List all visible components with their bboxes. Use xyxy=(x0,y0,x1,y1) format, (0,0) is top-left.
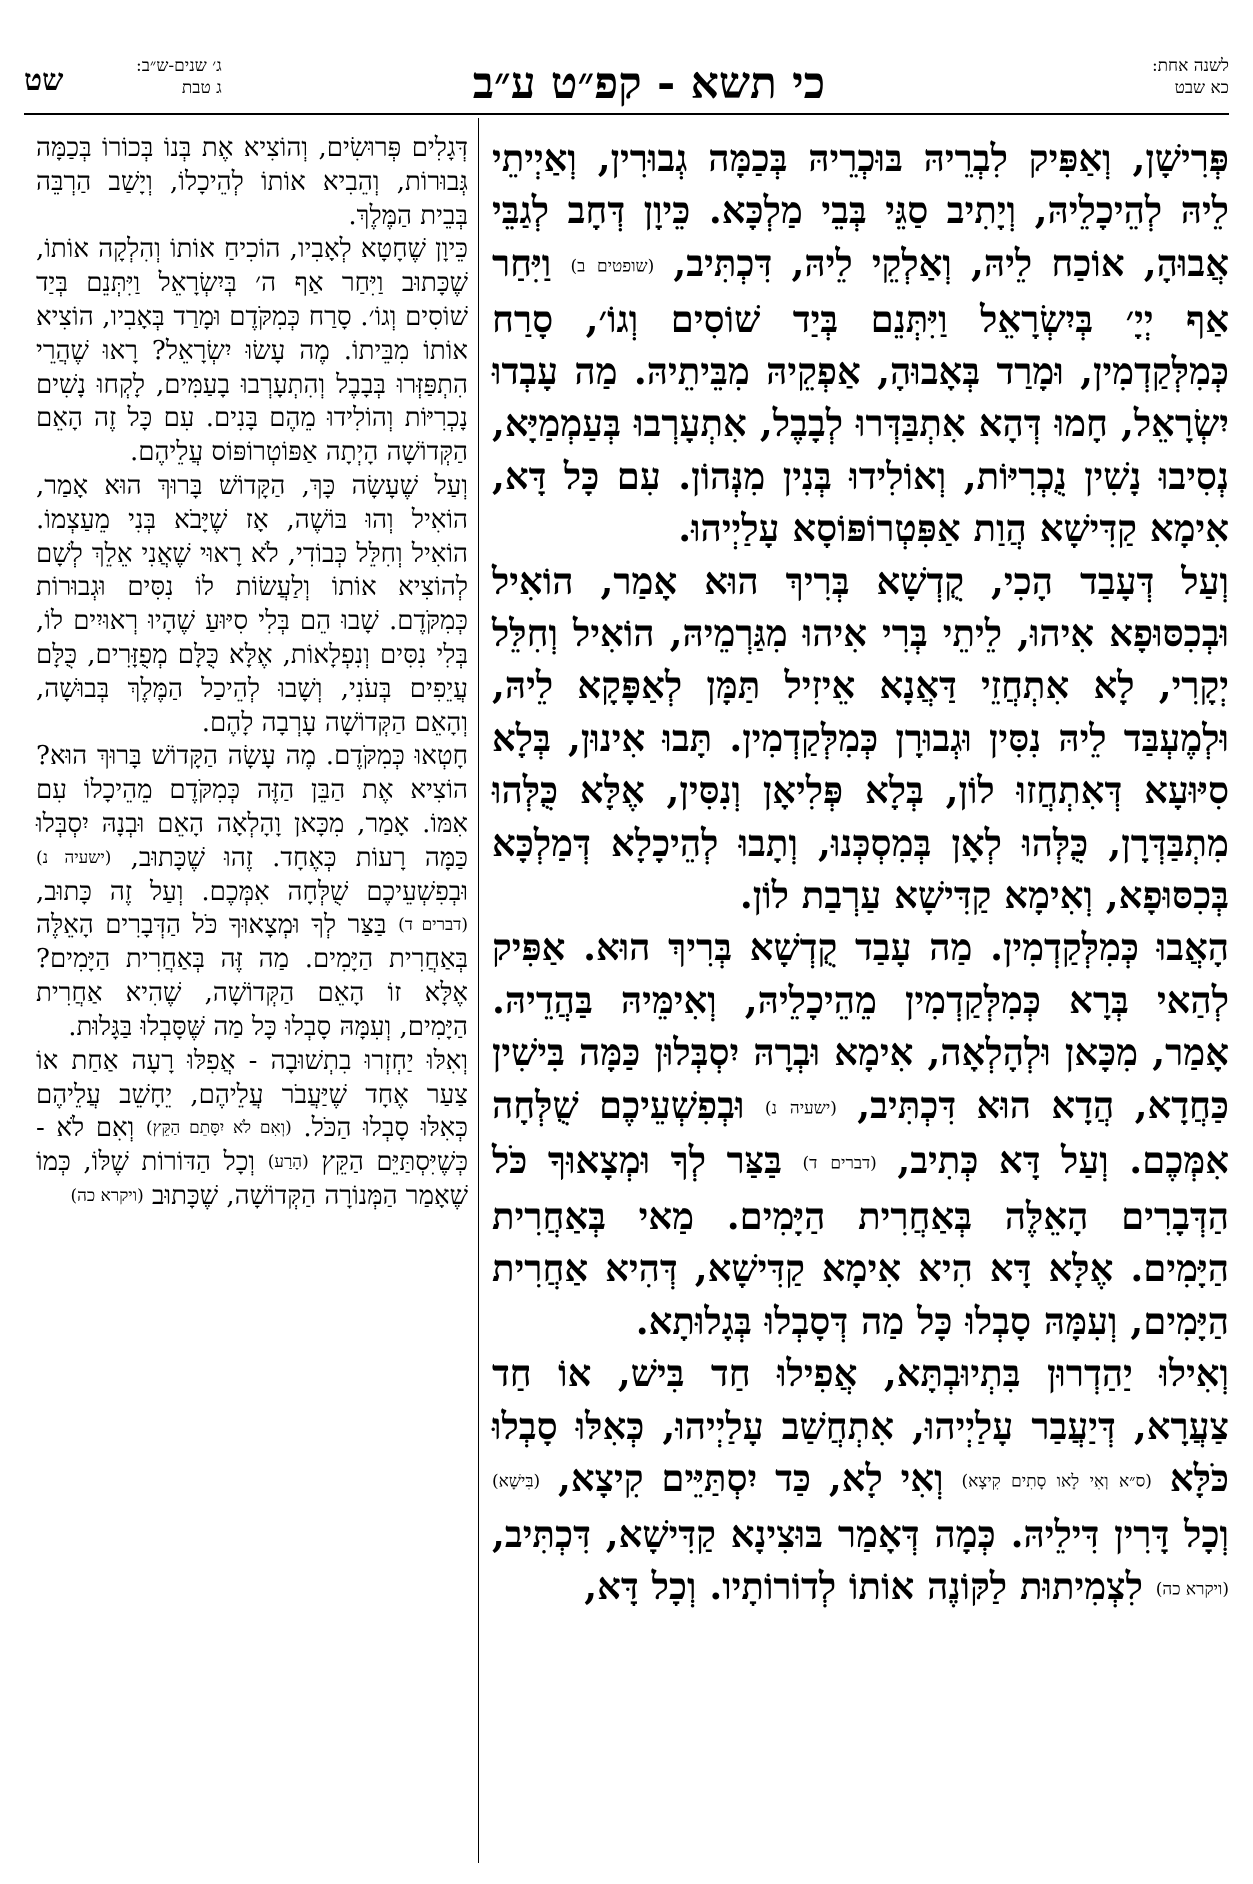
schedule-one-year-label: לשנה אחת: xyxy=(1151,56,1229,76)
source-reference: (שופטים ב) xyxy=(570,256,655,277)
side-text: בַּצַּר לְךָ וּמְצָאוּךָ כֹּל הַדְּבָרִים הָאֵלֶּה בְּאַחֲרִית הַיָּמִים. מַה זֶּה בְּאַחֲרִית הַיָּמִים? אֶלָּא זוֹ הָאֵם הַקְּדוֹשָׁה, שֶׁהִיא אַחֲרִית הַיָּמִים, וְעִמָּהּ סָבְלוּ כָּל מַה שֶּׁסָּבְלוּ בַּגָּלוּת. xyxy=(36,910,468,1042)
page-number: שט xyxy=(24,63,64,98)
side-text: וְאִם לֹא - כְּשֶׁיִּסְתַּיֵּם הַקֵּץ xyxy=(36,1113,469,1178)
side-paragraph xyxy=(36,233,468,470)
schedule-one-year xyxy=(1152,55,1229,99)
main-text: וְכָל דָּרִין דִּילֵיהּ. כְּמָה דְּאָמַר בּוּצִינָא קַדִּישָׁא, דִּכְתִּיב, xyxy=(492,1511,1229,1556)
source-reference: (דברים ד) xyxy=(802,1153,877,1174)
source-reference: (ישעיה נ) xyxy=(36,847,112,868)
side-paragraph xyxy=(36,740,468,1044)
main-text: וְאִילוּ יַהַדְרוּן בִּתְיוּבְתָּא, אֲפִילוּ חַד בִּישׁ, אוֹ חַד צַעֲרָא, דְּיַעֲבַר עָלַיְיהוּ, אִתְחֲשַׁב עָלַיְיהוּ, כְּאִלּוּ סָבְלוּ כֹּלָּא xyxy=(492,1351,1229,1501)
page-title: כי תשא - קפ״ט ע״ב xyxy=(472,58,826,109)
schedule-three-years-date: ג טבת xyxy=(181,78,222,98)
side-text: וְאִלּוּ יַחְזְרוּ בִתְשׁוּבָה - אֲפִלּוּ רָעָה אַחַת אוֹ צַעַר אֶחָד שֶׁיַּעֲבֹר עֲלֵיהֶם, יֵחָשֵׁב עֲלֵיהֶם כְּאִלּוּ סָבְלוּ הַכֹּל. xyxy=(36,1045,468,1144)
schedule-three-years xyxy=(136,55,222,99)
side-paragraph xyxy=(36,132,468,233)
source-reference: (דברים ד) xyxy=(398,915,468,936)
main-paragraph xyxy=(492,555,1229,922)
source-reference: (הָרַע) xyxy=(267,1152,309,1173)
source-reference: (בִּישָׁא) xyxy=(492,1471,541,1492)
source-reference: (ויקרא כה) xyxy=(1155,1579,1229,1600)
source-reference: (ויקרא כה) xyxy=(70,1186,144,1207)
main-text: פְּרִישָׁן, וְאַפִּיק לִבְרֵיהּ בּוּכְרֵיהּ בְּכַמָּה גְבוּרִין, וְאַיְיתֵי לֵיהּ לְהֵיכָלֵיהּ, וְיָתִיב סַגֵּי בְּבֵי מַלְכָּא. כֵּיוָן דְּחָב לְגַבֵּי אֲבוּהָ, אוֹכַח לֵיהּ, וְאַלְקֵי לֵיהּ, דִּכְתִּיב, xyxy=(492,136,1229,285)
main-paragraph xyxy=(492,921,1229,1347)
side-paragraph xyxy=(36,1045,468,1214)
main-paragraph xyxy=(492,1347,1229,1616)
side-text: חָטְאוּ כְּמִקֹּדֶם. מֶה עָשָׂה הַקָּדוֹשׁ בָּרוּךְ הוּא? הוֹצִיא אֶת הַבֵּן הַזֶּה כְּמִקֹּדֶם מֵהֵיכָלוֹ עִם אִמּוֹ. אָמַר, מִכָּאן וָהָלְאָה הָאֵם וּבְנָהּ יִסְבְּלוּ כַּמָּה רָעוֹת כְּאֶחָד. זֶהוּ שֶׁכָּתוּב, xyxy=(36,741,469,873)
main-text: וְעַל דְּעָבַד הָכִי, קֻדְשָׁא בְּרִיךְ הוּא אָמַר, הוֹאִיל וּבְכִסּוּפָא אִיהוּ, לֵיתֵי בְּרִי אִיהוּ מִגַּרְמֵיהּ, הוֹאִיל וְחִלֵּל יְקָרִי, לָא אִתְחֲזֵי דַּאֲנָא אֵיזִיל תַּמָּן לְאַפָּקָא לֵיהּ, וּלְמֶעְבַּד לֵיהּ נִסִּין וּגְבוּרָן כְּמִלְּקַדְמִין. תָּבוּ אִינוּן, בְּלָא סִיּוּעָא דְּאִתְחֲזוּ לוֹן, בְּלָא פְּלִיאָן וְנִסִּין, אֶלָּא כֻּלְּהוּ מִתְבַּדְּרָן, כֻּלְּהוּ לְאָן בְּמִסְכְּנוּ, וְתָבוּ לְהֵיכָלָא דְּמַלְכָּא בְּכִסּוּפָא, וְאִימָא קַדִּישָׁא עַרְבַת לוֹן. xyxy=(492,558,1229,917)
main-paragraph xyxy=(492,132,1229,555)
aramaic-main-column xyxy=(492,132,1229,1616)
page-header xyxy=(24,55,1229,110)
main-text: הָאֲבוּ כְּמִלְּקַדְמִין. מַה עָבַד קֻדְשָׁא בְּרִיךְ הוּא. אַפִּיק לְהַאי בְּרָא כְּמִלְּקַדְמִין מֵהֵיכָלֵיהּ, וְאִימֵּיהּ בַּהֲדֵיהּ. אָמַר, מִכָּאן וּלְהָלְאָה, אִימָא וּבְרָהּ יִסְבְּלוּן כַּמָּה בִּישִׁין כַּחֲדָא, הֲדָא הוּא דִּכְתִּיב, xyxy=(492,925,1230,1127)
side-text: וּבְפִשְׁעֵיכֶם שֻׁלְּחָה אִמְּכֶם. וְעַל זֶה כָּתוּב, xyxy=(36,876,468,907)
main-text: וְאִי לָא, כַּד יִסְתַּיֵּים קִיצָא, xyxy=(558,1456,944,1501)
main-text: וַיִּחַר אַף יְיָ׳ בְּיִשְׂרָאֵל וַיִּתְּנֵם בְּיַד שׁוֹסִים וְגוֹ׳, סָרַח כְּמִלְּקַדְמִין, וּמָרַד בְּאָבוּהָ, אַפְקֵיהּ מִבֵּיתֵיהּ. מַה עָבְדוּ יִשְׂרָאֵל, חָמוּ דְּהָא אִתְבַּדְּרוּ לְבָבֶל, אִתְעָרְבוּ בְּעַמְמַיָּא, נְסִיבוּ נָשִׁין נֻכְרִיּוֹת, וְאוֹלִידוּ בְּנִין מִנְּהוֹן. עִם כָּל דָּא, אִימָא קַדִּישָׁא הֲוַת אַפִּטְרוֹפּוֹסָא עָלַיְיהוּ. xyxy=(492,240,1229,551)
source-reference: (ישעיה נ) xyxy=(764,1097,837,1118)
side-text: כֵּיוָן שֶׁחָטָא לְאָבִיו, הוֹכִיחַ אוֹתוֹ וְהִלְקָה אוֹתוֹ, שֶׁכָּתוּב וַיִּחַר אַף ה׳ בְּיִשְׂרָאֵל וַיִּתְּנֵם בְּיַד שׁוֹסִים וְגוֹ׳. סָרַח כְּמִקֹּדֶם וּמָרַד בְּאָבִיו, הוֹצִיא אוֹתוֹ מִבֵּיתוֹ. מֶה עָשׂוּ יִשְׂרָאֵל? רָאוּ שֶׁהֲרֵי הִתְפַּזְּרוּ בְּבָבֶל וְהִתְעָרְבוּ בָעַמִּים, לָקְחוּ נָשִׁים נָכְרִיּוֹת וְהוֹלִידוּ מֵהֶם בָּנִים. עִם כָּל זֶה הָאֵם הַקְּדוֹשָׁה הָיְתָה אַפּוֹטְרוֹפּוֹס עֲלֵיהֶם. xyxy=(36,234,468,468)
schedule-three-years-label: ג׳ שנים-ש״ב: xyxy=(136,56,222,76)
side-text: דְּגָלִים פְּרוּשִׂים, וְהוֹצִיא אֶת בְּנוֹ בְּכוֹרוֹ בְּכַמָּה גְּבוּרוֹת, וְהֵבִיא אוֹתוֹ לְהֵיכָלוֹ, וְיָשַׁב הַרְבֵּה בְּבֵית הַמֶּלֶךְ. xyxy=(36,133,468,231)
source-reference: (ס״א וְאִי לָאו סָתִים קִיצָא) xyxy=(961,1471,1152,1492)
side-text: וְעַל שֶׁעָשָׂה כָּךְ, הַקָּדוֹשׁ בָּרוּךְ הוּא אָמַר, הוֹאִיל וְהוּ בּוֹשֶׁה, אָז שֶׁיָּבֹא בְּנִי מֵעַצְמוֹ. הוֹאִיל וְחִלֵּל כְּבוֹדִי, לֹא רָאוּי שֶׁאֲנִי אֵלֵךְ לְשָׁם לְהוֹצִיא אוֹתוֹ וְלַעֲשׂוֹת לוֹ נִסִּים וּגְבוּרוֹת כְּמִקֹּדֶם. שָׁבוּ הֵם בְּלִי סִיּוּעַ שֶׁהָיוּ רְאוּיִים לוֹ, בְּלִי נִסִּים וְנִפְלָאוֹת, אֶלָּא כֻּלָּם מְפֻזָּרִים, כֻּלָּם עֲיֵפִים בְּעֹנִי, וְשָׁבוּ לְהֵיכַל הַמֶּלֶךְ בְּבוּשָׁה, וְהָאֵם הַקְּדוֹשָׁה עָרְבָה לָהֶם. xyxy=(36,470,468,738)
main-text: לִצְמִיתוּת לַקּוֹנֶה אוֹתוֹ לְדוֹרוֹתָיו. וְכָל דָּא, xyxy=(584,1564,1143,1609)
main-text: בַּצַּר לְךָ וּמְצָאוּךָ כֹּל הַדְּבָרִים הָאֵלֶּה בְּאַחֲרִית הַיָּמִים. מַאי בְּאַחֲרִית הַיָּמִים. אֶלָּא דָּא הִיא אִימָא קַדִּישָׁא, דְּהִיא אַחֲרִית הַיָּמִים, וְעִמָּהּ סָבְלוּ כָּל מַה דְּסָבְלוּ בְּגָלוּתָא. xyxy=(492,1138,1229,1343)
side-text: וְכָל הַדּוֹרוֹת שֶׁלּוֹ, כְּמוֹ שֶׁאָמַר הַמְּנוֹרָה הַקְּדוֹשָׁה, שֶׁכָּתוּב xyxy=(36,1147,468,1212)
column-divider xyxy=(478,118,479,1863)
schedule-one-year-date: כא שבט xyxy=(1174,78,1229,98)
hebrew-translation-column xyxy=(36,132,468,1214)
main-text: וּבְפִשְׁעֵיכֶם שֻׁלְּחָה אִמְּכֶם. וְעַל דָּא כְּתִיב, xyxy=(492,1082,1229,1183)
header-rule xyxy=(24,113,1229,115)
source-reference: (וְאִם לֹא יִסָּתֵם הַקֵּץ) xyxy=(145,1118,292,1139)
side-paragraph xyxy=(36,470,468,740)
